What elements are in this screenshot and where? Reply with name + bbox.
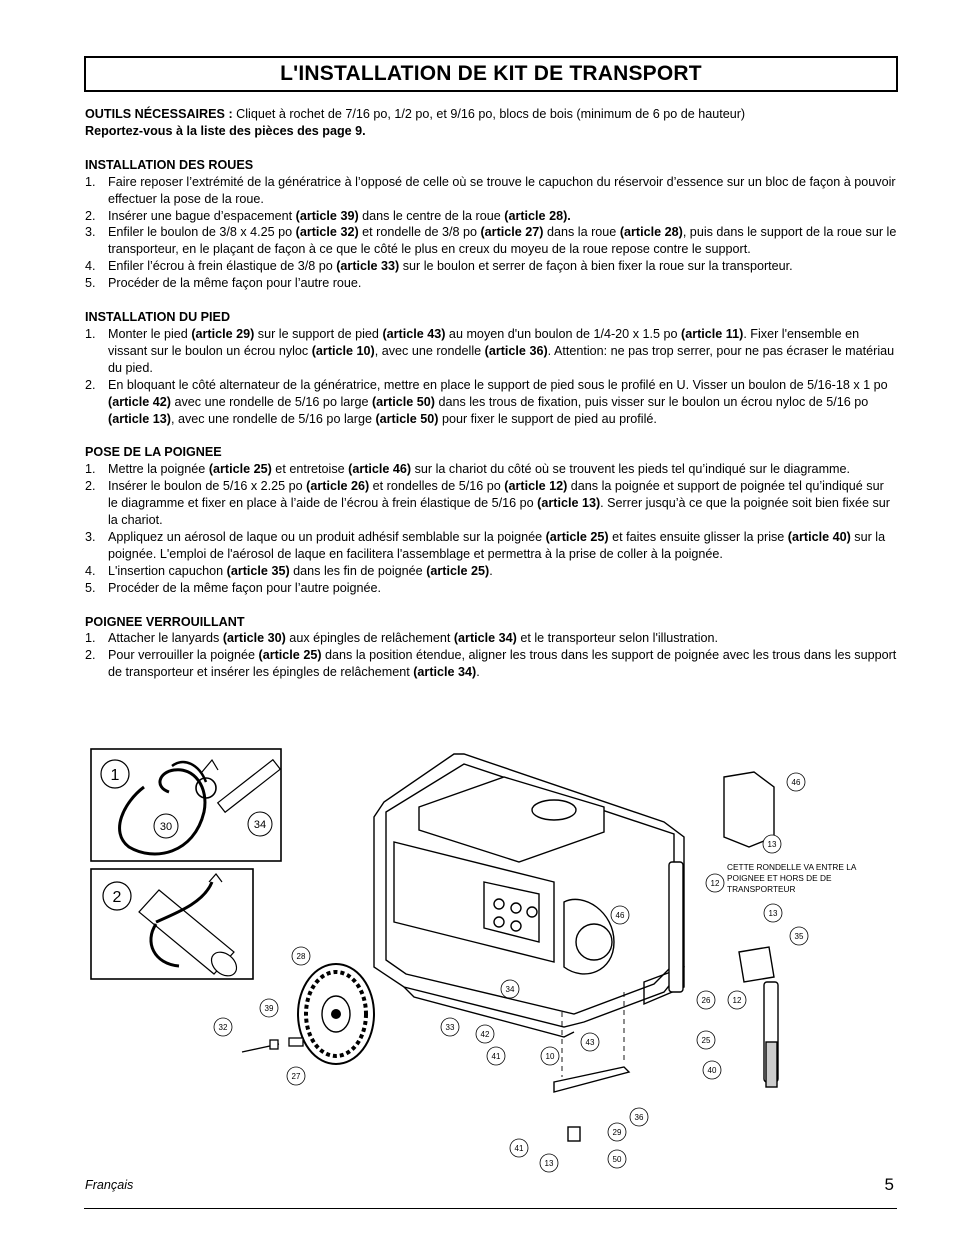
step-item bbox=[85, 461, 897, 478]
step-number: 2. bbox=[85, 208, 96, 223]
step-text: au moyen d'un boulon de 1/4-20 x 1.5 po bbox=[445, 326, 681, 341]
step-list bbox=[85, 630, 897, 681]
section-heading: INSTALLATION DES ROUES bbox=[85, 157, 254, 172]
callout-35: 35 bbox=[794, 932, 804, 941]
panel bbox=[394, 842, 554, 962]
callout-39: 39 bbox=[264, 1004, 274, 1013]
callout-34: 34 bbox=[505, 985, 515, 994]
step-number: 2. bbox=[85, 479, 96, 494]
step-item bbox=[85, 258, 897, 275]
callout-50: 50 bbox=[612, 1155, 622, 1164]
article-reference: (article 50) bbox=[371, 394, 435, 409]
callout-32: 32 bbox=[218, 1023, 228, 1032]
sections bbox=[85, 157, 897, 681]
note-line-1: CETTE RONDELLE VA ENTRE LA bbox=[727, 862, 857, 872]
article-reference: (article 25) bbox=[426, 563, 490, 578]
step-text: Pour verrouiller la poignée bbox=[108, 648, 259, 663]
step-item bbox=[85, 326, 897, 377]
callout-28: 28 bbox=[296, 952, 306, 961]
step-text: Attacher le lanyards bbox=[108, 631, 223, 646]
article-reference: (article 10) bbox=[311, 343, 375, 358]
article-reference: (article 25) bbox=[545, 529, 609, 544]
step-text: . Fixer l'ensemble en vissant sur le boulon un écrou nyloc bbox=[108, 326, 860, 358]
step-number: 3. bbox=[85, 225, 96, 240]
callout-36: 36 bbox=[634, 1113, 644, 1122]
step-text: Procéder de la même façon pour l’autre roue. bbox=[108, 276, 362, 291]
tools-text: Cliquet à rochet de 7/16 po, 1/2 po, et 9/16 po, blocs de bois (minimum de 6 po de hauteur) bbox=[232, 107, 746, 121]
article-reference: (article 35) bbox=[226, 563, 290, 578]
step-item bbox=[85, 647, 897, 681]
step-number: 1. bbox=[85, 631, 96, 646]
engine-top bbox=[419, 777, 604, 862]
section-heading: POSE DE LA POIGNEE bbox=[85, 445, 222, 460]
inset-1-callout-30: 30 bbox=[159, 821, 173, 833]
step-text: sur la chariot du côté où se trouvent les pieds tel qu’indiqué sur le diagramme. bbox=[411, 462, 851, 477]
article-reference: (article 40) bbox=[787, 529, 851, 544]
step-text: , avec une rondelle bbox=[374, 343, 485, 358]
article-reference: (article 25) bbox=[258, 648, 322, 663]
callout-26: 26 bbox=[701, 996, 711, 1005]
footer-rule bbox=[84, 1208, 897, 1209]
step-item bbox=[85, 377, 897, 428]
step-item bbox=[85, 224, 897, 258]
step-text: Insérer une bague d’espacement bbox=[108, 208, 296, 223]
inset-1-callout-34: 34 bbox=[253, 819, 267, 831]
section-heading: POIGNEE VERROUILLANT bbox=[85, 614, 245, 629]
article-reference: (article 13) bbox=[108, 411, 171, 426]
article-reference: (article 12) bbox=[504, 479, 568, 494]
step-item bbox=[85, 478, 897, 529]
page-number: 5 bbox=[884, 1175, 894, 1194]
step-text: . Serrer jusqu’à ce que la poignée soit bien fixée sur la chariot. bbox=[108, 496, 890, 528]
callout-41-a: 41 bbox=[491, 1052, 501, 1061]
step-text: avec une rondelle de 5/16 po large bbox=[171, 394, 372, 409]
callout-46-a: 46 bbox=[791, 778, 801, 787]
step-text: Faire reposer l’extrémité de la génératrice à l’opposé de celle où se trouve le capuchon du réservoir d’essence sur un bloc de façon à pouvoir effectuer la pose de la roue. bbox=[108, 174, 896, 206]
section bbox=[85, 614, 897, 682]
step-number: 5. bbox=[85, 276, 96, 291]
wheel-hardware bbox=[242, 1038, 303, 1052]
article-reference: (article 34) bbox=[453, 631, 517, 646]
step-text: dans la roue bbox=[543, 225, 620, 240]
step-text: Enfiler l’écrou à frein élastique de 3/8 po bbox=[108, 259, 337, 274]
step-text: L'insertion capuchon bbox=[108, 563, 227, 578]
step-number: 1. bbox=[85, 462, 96, 477]
page-title: L'INSTALLATION DE KIT DE TRANSPORT bbox=[280, 62, 702, 85]
step-number: 5. bbox=[85, 580, 96, 595]
inset-2 bbox=[91, 869, 253, 981]
step-item bbox=[85, 563, 897, 580]
callout-29: 29 bbox=[612, 1128, 622, 1137]
wheel bbox=[298, 964, 374, 1064]
article-reference: (article 27) bbox=[480, 225, 544, 240]
callout-13-a: 13 bbox=[767, 840, 777, 849]
step-number: 2. bbox=[85, 648, 96, 663]
article-reference: (article 33) bbox=[336, 259, 400, 274]
note bbox=[727, 862, 857, 894]
foot-bracket bbox=[554, 1067, 629, 1092]
step-item bbox=[85, 208, 897, 225]
step-number: 4. bbox=[85, 259, 96, 274]
step-item bbox=[85, 630, 897, 647]
callout-41-b: 41 bbox=[514, 1144, 524, 1153]
step-text: et rondelle de 3/8 po bbox=[358, 225, 481, 240]
step-text: sur le support de pied bbox=[254, 326, 383, 341]
step-text: et le transporteur selon l'illustration. bbox=[516, 631, 719, 646]
step-text: . bbox=[489, 563, 493, 578]
callout-33: 33 bbox=[445, 1023, 455, 1032]
callout-13-c: 13 bbox=[544, 1159, 554, 1168]
article-reference: (article 28) bbox=[619, 225, 683, 240]
tools-line bbox=[85, 106, 897, 123]
step-text: dans la poignée et support de poignée tel qu’indiqué sur le diagramme et fixer en place à l’aide de l’écrou à frein élastique de 5/16 po bbox=[108, 479, 884, 511]
step-list bbox=[85, 174, 897, 292]
step-text: et entretoise bbox=[271, 462, 349, 477]
instructions bbox=[85, 106, 897, 698]
article-reference: (article 43) bbox=[382, 326, 446, 341]
article-reference: (article 25) bbox=[208, 462, 272, 477]
step-text: Appliquez un aérosol de laque ou un produit adhésif semblable sur la poignée bbox=[108, 529, 546, 544]
step-text: En bloquant le côté alternateur de la génératrice, mettre en place le support de pied sous le profilé en U. Visser un boulon de 5/16-18 x 1 po bbox=[108, 377, 888, 392]
step-text: Insérer le boulon de 5/16 x 2.25 po bbox=[108, 479, 307, 494]
article-reference: (article 13) bbox=[537, 496, 601, 511]
article-reference: (article 11) bbox=[681, 326, 744, 341]
step-number: 4. bbox=[85, 563, 96, 578]
step-text: Enfiler le boulon de 3/8 x 4.25 po bbox=[108, 225, 296, 240]
step-text: , avec une rondelle de 5/16 po large bbox=[171, 411, 376, 426]
step-text: dans le centre de la roue bbox=[358, 208, 505, 223]
parts-reference: Reportez-vous à la liste des pièces des page 9. bbox=[85, 123, 366, 138]
footer-language: Français bbox=[85, 1178, 134, 1192]
callout-43: 43 bbox=[585, 1038, 595, 1047]
section bbox=[85, 157, 897, 292]
step-list bbox=[85, 326, 897, 427]
note-line-3: TRANSPORTEUR bbox=[727, 884, 796, 894]
step-text: dans les trous de fixation, puis visser sur le boulon un écrou nyloc de 5/16 po bbox=[434, 394, 869, 409]
article-reference: (article 28). bbox=[504, 208, 571, 223]
article-reference: (article 50) bbox=[375, 411, 439, 426]
step-number: 2. bbox=[85, 377, 96, 392]
article-reference: (article 26) bbox=[306, 479, 370, 494]
callout-27: 27 bbox=[291, 1072, 301, 1081]
inset-1-number: 1 bbox=[110, 767, 120, 784]
callout-42: 42 bbox=[480, 1030, 490, 1039]
alternator bbox=[564, 899, 614, 973]
callout-12-a: 12 bbox=[710, 879, 720, 888]
callout-12-b: 12 bbox=[732, 996, 742, 1005]
step-number: 1. bbox=[85, 174, 96, 189]
step-item bbox=[85, 529, 897, 563]
callout-13-b: 13 bbox=[768, 909, 778, 918]
step-text: Monter le pied bbox=[108, 326, 192, 341]
step-text: sur le boulon et serrer de façon à bien fixer la roue sur la transporteur. bbox=[399, 259, 793, 274]
section bbox=[85, 309, 897, 427]
step-text: dans la position étendue, aligner les trous dans les support de poignée avec les trous dans les support de transporteur et insérer les épingles de relâchement bbox=[108, 648, 897, 680]
article-reference: (article 29) bbox=[191, 326, 255, 341]
step-text: , puis dans le support de la roue sur le transporteur, en le plaçant de façon à ce que le côté le plus en creux du moyeu de la roue repose contre le support. bbox=[108, 225, 897, 257]
step-text: aux épingles de relâchement bbox=[285, 631, 454, 646]
generator bbox=[374, 754, 684, 1037]
step-text: . Attention: ne pas trop serrer, pour ne pas écraser le matériau du pied. bbox=[108, 343, 895, 375]
step-item bbox=[85, 174, 897, 208]
note-line-2: POIGNEE ET HORS DE DE bbox=[727, 873, 832, 883]
step-number: 3. bbox=[85, 529, 96, 544]
article-reference: (article 39) bbox=[295, 208, 359, 223]
step-text: et faites ensuite glisser la prise bbox=[608, 529, 788, 544]
assembly-diagram bbox=[84, 742, 904, 1182]
step-list bbox=[85, 461, 897, 596]
step-text: et rondelles de 5/16 po bbox=[369, 479, 505, 494]
inset-2-number: 2 bbox=[112, 889, 122, 906]
article-reference: (article 36) bbox=[484, 343, 548, 358]
step-item bbox=[85, 275, 897, 292]
step-text: Procéder de la même façon pour l’autre poignée. bbox=[108, 580, 382, 595]
callout-10: 10 bbox=[545, 1052, 555, 1061]
step-text: sur la poignée. L'emploi de l'aérosol de laque en facilitera l'assemblage et permettra à la prise de coller à la poignée. bbox=[108, 529, 886, 561]
article-reference: (article 30) bbox=[222, 631, 286, 646]
tools-label: OUTILS NÉCESSAIRES : bbox=[85, 107, 233, 121]
step-text: pour fixer le support de pied au profilé. bbox=[438, 411, 657, 426]
step-text: dans les fin de poignée bbox=[289, 563, 427, 578]
article-reference: (article 46) bbox=[348, 462, 412, 477]
section bbox=[85, 444, 897, 596]
article-reference: (article 32) bbox=[295, 225, 359, 240]
section-heading: INSTALLATION DU PIED bbox=[85, 310, 231, 325]
callout-25: 25 bbox=[701, 1036, 711, 1045]
inset-1 bbox=[91, 749, 281, 861]
callout-46-b: 46 bbox=[615, 911, 625, 920]
step-text: . bbox=[476, 665, 480, 680]
callout-40: 40 bbox=[707, 1066, 717, 1075]
step-text: Mettre la poignée bbox=[108, 462, 209, 477]
title-box bbox=[84, 56, 898, 92]
article-reference: (article 42) bbox=[108, 394, 171, 409]
step-item bbox=[85, 580, 897, 597]
step-number: 1. bbox=[85, 326, 96, 341]
article-reference: (article 34) bbox=[413, 665, 477, 680]
